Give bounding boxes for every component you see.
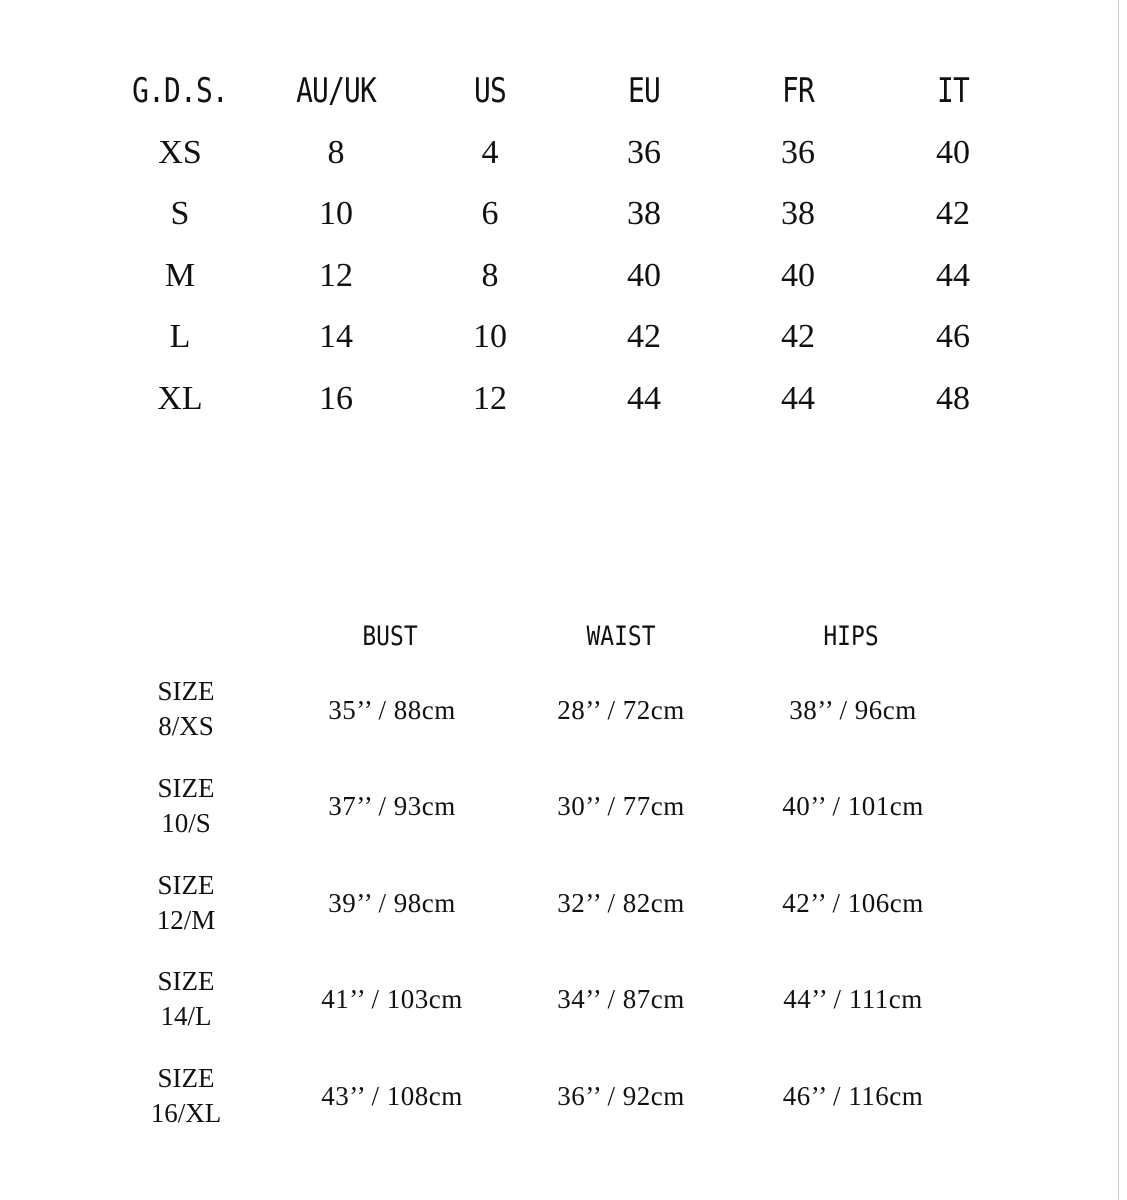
size-label-line2: 8/XS (158, 711, 214, 741)
bust-value: 35’’ / 88cm (328, 695, 456, 725)
waist-value: 28’’ / 72cm (557, 695, 685, 725)
cell-eu: 40 (627, 257, 661, 294)
size-label-line2: 14/L (160, 1001, 212, 1031)
cell-us: 6 (481, 195, 499, 232)
waist-value: 32’’ / 82cm (557, 888, 685, 918)
header-bust: BUST (362, 621, 418, 652)
waist-value: 36’’ / 92cm (557, 1081, 685, 1111)
header-it: IT (937, 71, 969, 111)
cell-it: 42 (936, 195, 970, 232)
cell-eu: 44 (627, 380, 661, 417)
size-label-line1: SIZE (157, 1063, 215, 1093)
size-label-line2: 12/M (156, 905, 216, 935)
bust-value: 37’’ / 93cm (328, 791, 456, 821)
cell-gds: M (164, 257, 196, 294)
waist-value: 30’’ / 77cm (557, 791, 685, 821)
cell-au-uk: 16 (319, 380, 353, 417)
hips-value: 44’’ / 111cm (783, 984, 923, 1014)
size-label (158, 771, 215, 841)
cell-eu: 38 (627, 195, 661, 232)
size-label-line1: SIZE (157, 966, 215, 996)
bust-value: 39’’ / 98cm (328, 888, 456, 918)
hips-value: 38’’ / 96cm (789, 695, 917, 725)
cell-gds: XL (157, 380, 203, 417)
cell-fr: 44 (781, 380, 815, 417)
cell-gds: L (169, 318, 191, 355)
cell-au-uk: 12 (319, 257, 353, 294)
cell-us: 12 (473, 380, 507, 417)
hips-value: 46’’ / 116cm (782, 1081, 924, 1111)
cell-au-uk: 8 (327, 134, 345, 171)
waist-value: 34’’ / 87cm (557, 984, 685, 1014)
cell-us: 10 (473, 318, 507, 355)
cell-au-uk: 10 (319, 195, 353, 232)
header-fr: FR (782, 71, 814, 111)
cell-eu: 36 (627, 134, 661, 171)
cell-fr: 38 (781, 195, 815, 232)
header-au-uk: AU/UK (296, 71, 376, 111)
hips-value: 40’’ / 101cm (782, 791, 924, 821)
cell-it: 44 (936, 257, 970, 294)
cell-fr: 36 (781, 134, 815, 171)
cell-us: 4 (481, 134, 499, 171)
size-label (151, 1061, 222, 1131)
cell-it: 48 (936, 380, 970, 417)
size-label (158, 674, 215, 744)
header-hips: HIPS (823, 621, 879, 652)
size-label-line1: SIZE (157, 773, 215, 803)
cell-fr: 40 (781, 257, 815, 294)
header-us: US (474, 71, 506, 111)
header-gds: G.D.S. (132, 71, 228, 111)
right-border-line (1118, 0, 1119, 1200)
size-label-line2: 10/S (161, 808, 211, 838)
header-waist: WAIST (586, 621, 656, 652)
cell-fr: 42 (781, 318, 815, 355)
size-label-line1: SIZE (157, 870, 215, 900)
cell-it: 40 (936, 134, 970, 171)
size-label-line1: SIZE (157, 676, 215, 706)
hips-value: 42’’ / 106cm (782, 888, 924, 918)
header-eu: EU (628, 71, 660, 111)
size-label-line2: 16/XL (150, 1098, 222, 1128)
cell-us: 8 (481, 257, 499, 294)
cell-gds: XS (158, 134, 202, 171)
cell-gds: S (170, 195, 190, 232)
cell-au-uk: 14 (319, 318, 353, 355)
bust-value: 43’’ / 108cm (321, 1081, 463, 1111)
size-label (157, 868, 216, 938)
size-label (158, 964, 215, 1034)
cell-it: 46 (936, 318, 970, 355)
bust-value: 41’’ / 103cm (321, 984, 463, 1014)
cell-eu: 42 (627, 318, 661, 355)
